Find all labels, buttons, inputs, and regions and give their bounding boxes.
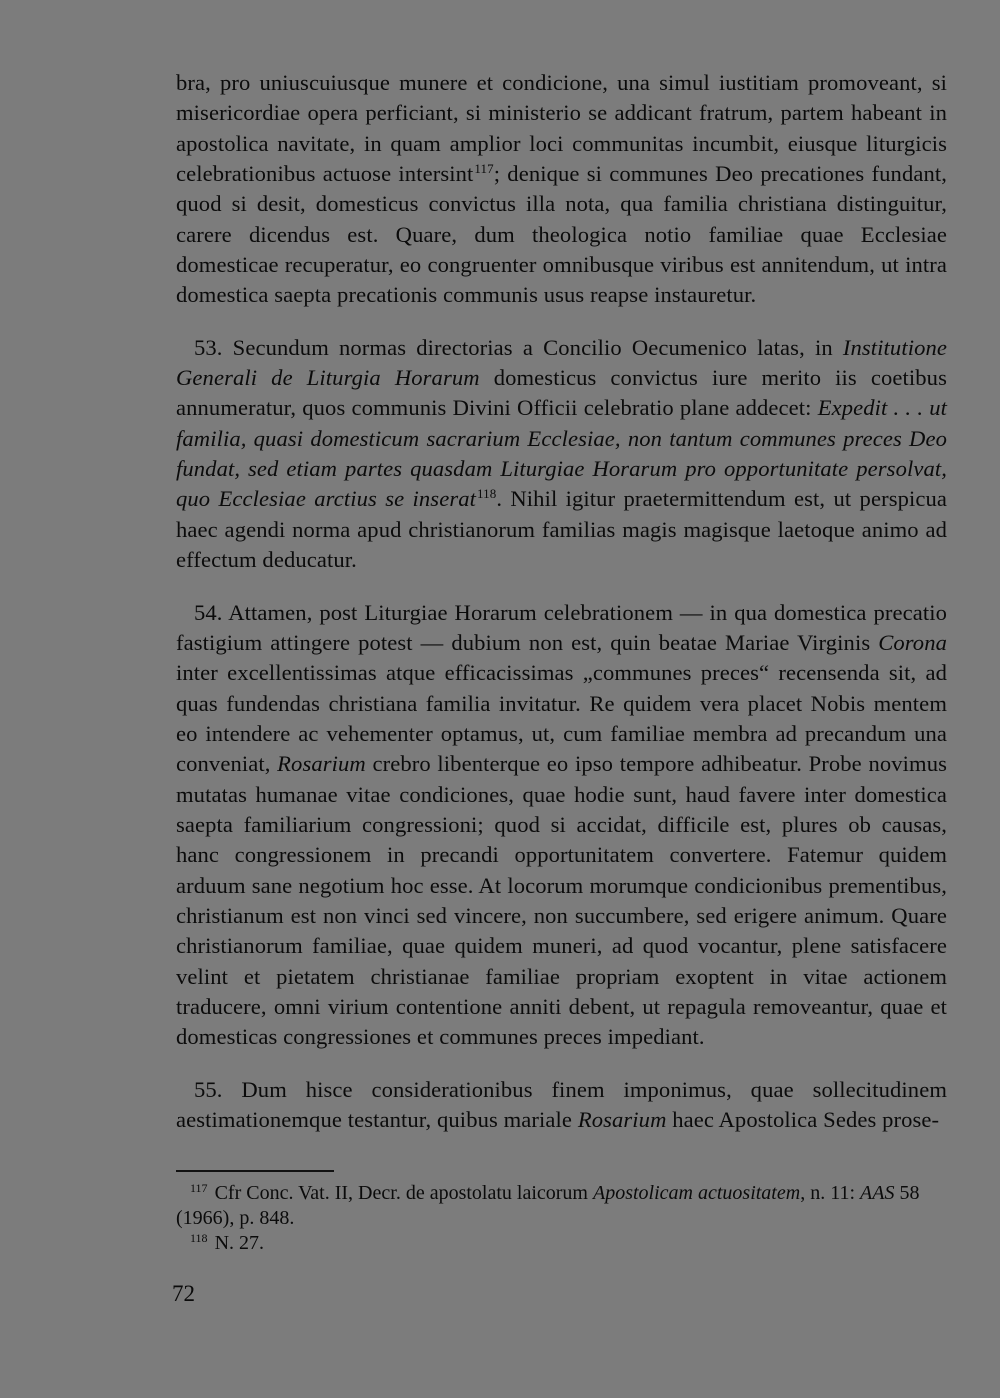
paragraph-text: haec Apostolica Sedes prose-	[666, 1107, 940, 1132]
paragraph-55	[176, 1075, 947, 1136]
paragraph-text: domesticus convictus iure merito iis coetibus annumeratur, quos communis Divini Officii celebratio plane addecet:	[176, 365, 947, 421]
paragraph-text: bra, pro uniuscuiusque munere et condicione, una simul iustitiam promoveant, si misericordiae opera perficiant, si ministerio se addicant fratrum, partem habeant in apostolica navitate, in quam amplior loci communitas incumbit, eiusque liturgicis celebrationibus actuose intersint	[176, 70, 947, 187]
footnote-separator	[176, 1170, 334, 1172]
footnote-text: 58 (1966), p. 848.	[176, 1182, 920, 1229]
paragraph-continuation	[176, 68, 947, 311]
footnote-ref-117: 117	[474, 161, 494, 177]
page-body	[176, 68, 947, 1135]
footnote-117	[176, 1181, 947, 1231]
paragraph-text: ; denique si communes Deo precationes fundant, quod si desit, domesticus convictus illa nota, qua familia christiana distinguitur, carere dicendus est. Quare, dum theologica notio familiae quae Ecclesiae domesticae recuperatur, eo congruenter omnibusque viribus est annitendum, ut intra domestica saepta precationis communis usus reapse instauretur.	[176, 161, 947, 308]
footnote-text: , n. 11:	[800, 1182, 861, 1204]
italic-title: Institutione Generali de Liturgia Horarum	[176, 334, 947, 391]
italic-term: Rosarium	[577, 1107, 667, 1132]
footnotes	[176, 1181, 947, 1256]
italic-term: Rosarium	[277, 751, 366, 777]
paragraph-text: 55. Dum hisce considerationibus finem imponimus, quae sollecitudinem aestimationemque testantur, quibus mariale	[176, 1076, 947, 1132]
footnote-italic: Apostolicam actuositatem	[592, 1182, 801, 1204]
footnote-number: 118	[190, 1231, 208, 1245]
paragraph-54	[176, 598, 947, 1053]
paragraph-53	[176, 333, 947, 576]
footnote-118	[176, 1231, 947, 1256]
paragraph-text: . Nihil igitur praetermittendum est, ut perspicua haec agendi norma apud christianorum familias magis magisque laetoque animo ad effectum deducatur.	[176, 486, 948, 573]
paragraph-text: 54. Attamen, post Liturgiae Horarum celebrationem — in qua domestica precatio fastigium attingere potest — dubium non est, quin beatae Mariae Virginis	[176, 599, 947, 655]
paragraph-text: inter excellentissimas atque efficacissimas „communes preces“ recensenda sit, ad quas fundendas christiana familia invitatur. Re quidem vera placet Nobis mentem eo intendere ac vehementer optamus, ut, cum familiae membra ad precandum una conveniat,	[176, 660, 947, 777]
italic-term: Corona	[878, 629, 947, 655]
italic-quotation: Expedit . . . ut familia, quasi domesticum sacrarium Ecclesiae, non tantum communes preces Deo fundat, sed etiam partes quasdam Liturgiae Horarum pro opportunitate persolvat, quo Ecclesiae arctius se inserat	[176, 395, 947, 512]
footnote-text: N. 27.	[214, 1232, 265, 1254]
footnote-text: Cfr Conc. Vat. II, Decr. de apostolatu laicorum	[214, 1182, 593, 1204]
paragraph-text: crebro libenterque eo ipso tempore adhibeatur. Probe novimus mutatas humanae vitae condiciones, quae hodie sunt, haud favere inter domestica saepta familiarium congressioni; quod si accidat, difficile est, plures ob causas, hanc congressionem in precandi opportunitatem convertere. Fatemur quidem arduum sane negotium hoc esse. At locorum morumque condicionibus prementibus, christianum est non vinci sed vincere, non succumbere, sed erigere animum. Quare christianorum familiae, quae quidem muneri, ad quod vocantur, plene satisfacere velint et pietatem christianae familiae propriam exoptent in vitae actionem traducere, omni virium contentione anniti debent, ut repagula removeantur, quae et domesticas congressiones et communes preces impediant.	[176, 751, 947, 1050]
page-number: 72	[172, 1281, 195, 1306]
footnote-number: 117	[190, 1181, 208, 1195]
paragraph-text: 53. Secundum normas directorias a Concilio Oecumenico latas, in	[194, 334, 843, 360]
footnote-italic: AAS	[860, 1182, 895, 1204]
footnote-ref-118: 118	[477, 486, 497, 502]
